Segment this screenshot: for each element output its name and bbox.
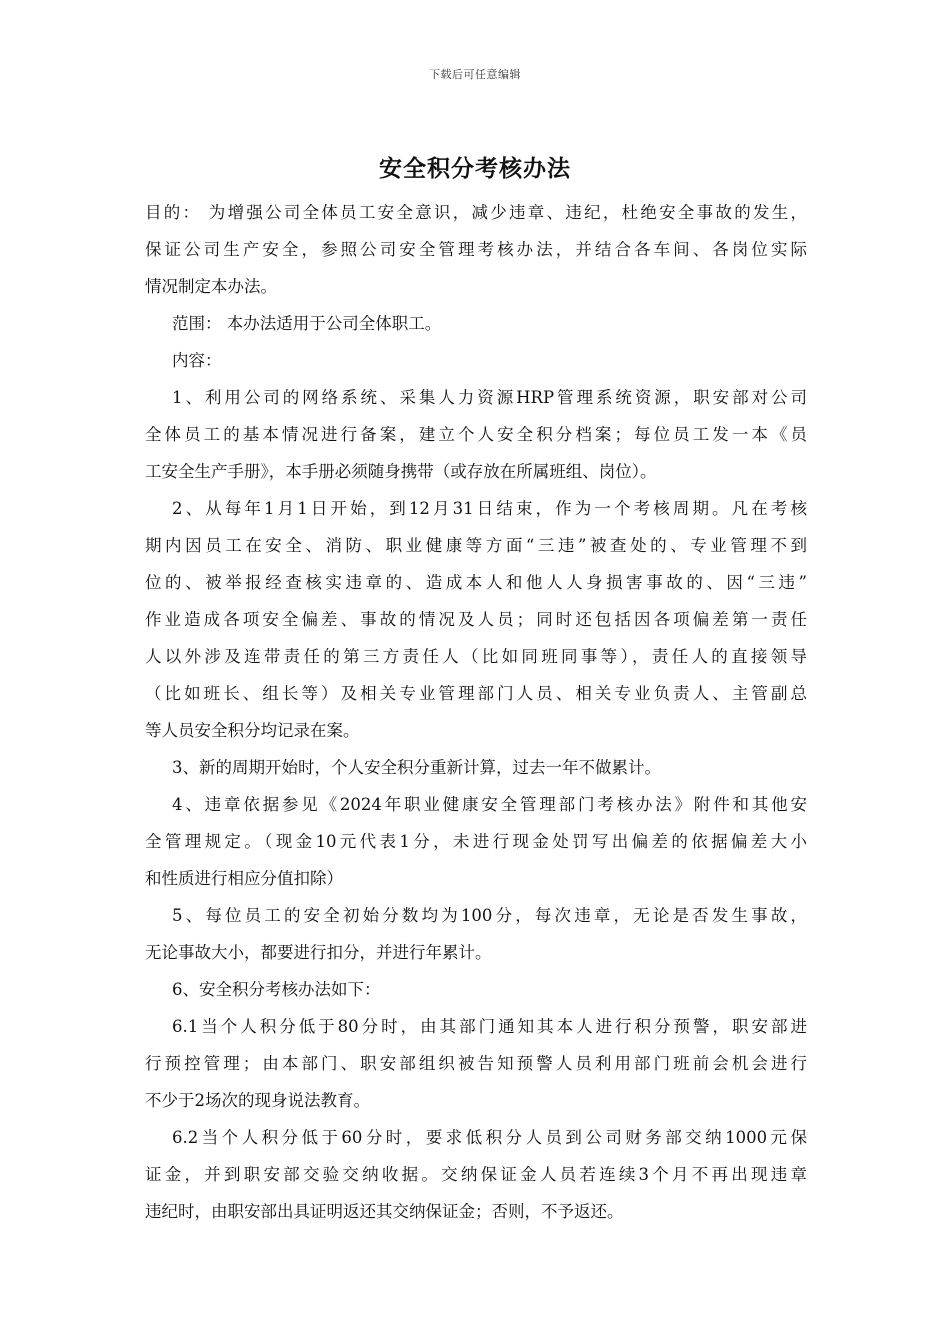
paragraph-item-3 [145,749,807,786]
text-line: 目的： 为增强公司全体员工安全意识，减少违章、违纪，杜绝安全事故的发生， [145,203,807,222]
text-line: 保证公司生产安全，参照公司安全管理考核办法，并结合各车间、各岗位实际 [145,240,807,259]
text-line: 全体员工的基本情况进行备案，建立个人安全积分档案；每位员工发一本《员 [145,425,807,444]
text-line: 证金，并到职安部交验交纳收据。交纳保证金人员若连续3个月不再出现违章 [145,1165,807,1184]
text-line: 2、从每年1月1日开始，到12月31日结束，作为一个考核周期。凡在考核 [172,499,807,518]
paragraph-item-5 [145,897,807,971]
text-line: 无论事故大小，都要进行扣分，并进行年累计。 [145,943,492,962]
paragraph-item-6-2 [145,1119,807,1230]
text-line: 人以外涉及连带责任的第三方责任人（比如同班同事等），责任人的直接领导 [145,647,807,666]
header-note: 下载后可任意编辑 [429,68,521,81]
document-title: 安全积分考核办法 [379,155,571,182]
text-line: 和性质进行相应分值扣除） [145,869,343,888]
text-line: 4、违章依据参见《2024年职业健康安全管理部门考核办法》附件和其他安 [172,795,807,814]
paragraph-purpose [145,194,807,305]
text-line: 1、利用公司的网络系统、采集人力资源HRP管理系统资源，职安部对公司 [172,388,807,407]
paragraph-content-heading [145,342,807,379]
paragraph-item-6-1 [145,1008,807,1119]
text-line: 工安全生产手册》，本手册必须随身携带（或存放在所属班组、岗位）。 [145,462,657,481]
text-line: 期内因员工在安全、消防、职业健康等方面“三违”被查处的、专业管理不到 [145,536,807,555]
text-line: 全管理规定。（现金10元代表1分，未进行现金处罚写出偏差的依据偏差大小 [145,832,807,851]
text-line: 作业造成各项安全偏差、事故的情况及人员；同时还包括因各项偏差第一责任 [145,610,807,629]
text-line: 情况制定本办法。 [145,277,277,296]
text-line: 范围： 本办法适用于公司全体职工。 [172,314,442,333]
paragraph-item-2 [145,490,807,749]
text-line: 不少于2场次的现身说法教育。 [145,1091,370,1110]
text-line: 6.1当个人积分低于80分时，由其部门通知其本人进行积分预警，职安部进 [172,1017,807,1036]
text-line: 位的、被举报经查核实违章的、造成本人和他人人身损害事故的、因“三违” [145,573,807,592]
text-line: 行预控管理；由本部门、职安部组织被告知预警人员利用部门班前会机会进行 [145,1054,807,1073]
text-line: 内容： [172,351,222,370]
text-line: 6、安全积分考核办法如下： [172,980,381,999]
text-line: 5、每位员工的安全初始分数均为100分，每次违章，无论是否发生事故， [172,906,807,925]
text-line: 6.2当个人积分低于60分时，要求低积分人员到公司财务部交纳1000元保 [172,1128,807,1147]
text-line: 违纪时，由职安部出具证明返还其交纳保证金；否则，不予返还。 [145,1202,624,1221]
paragraph-scope [145,305,807,342]
paragraph-item-4 [145,786,807,897]
paragraph-item-6 [145,971,807,1008]
document-body [145,194,807,1230]
text-line: 等人员安全积分均记录在案。 [145,721,360,740]
paragraph-item-1 [145,379,807,490]
text-line: （比如班长、组长等）及相关专业管理部门人员、相关专业负责人、主管副总 [145,684,807,703]
text-line: 3、新的周期开始时，个人安全积分重新计算，过去一年不做累计。 [172,758,661,777]
